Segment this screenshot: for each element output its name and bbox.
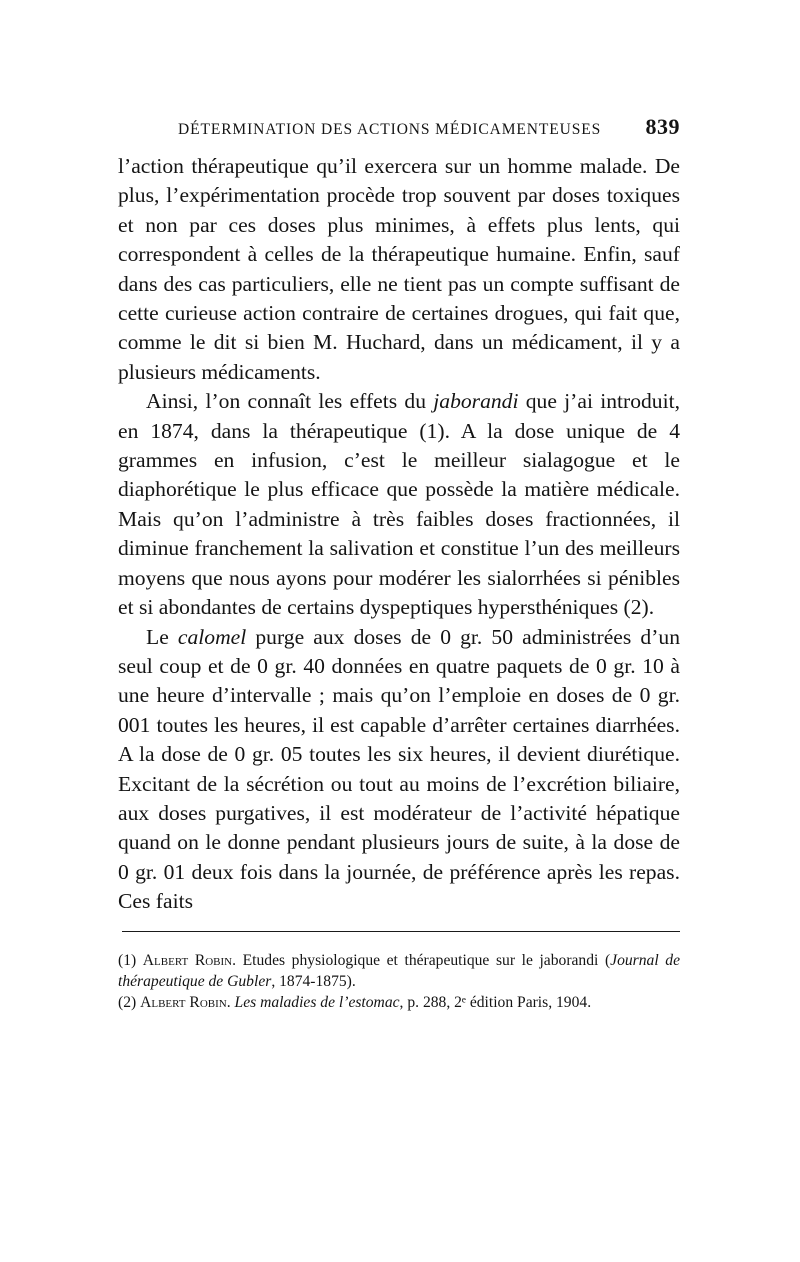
page-number: 839 [645,114,680,139]
paragraph-3-before: Le [146,624,178,649]
paragraph-1 [118,152,680,387]
footnote-1-number: (1) [118,951,137,969]
footnote-1-italic: Journal de thérapeutique de Gubler [118,951,680,990]
footnote-1 [118,950,680,992]
footnote-2-author: Albert Robin. [140,993,231,1011]
paragraph-2-italic: jaborandi [433,389,519,414]
running-title: DÉTERMINATION DES ACTIONS MÉDICAMENTEUSES [178,121,602,138]
paragraph-1-text: l’action thérapeutique qu’il exercera sur un homme malade. De plus, l’expérimentation procède trop souvent par doses toxiques et non par ces doses plus minimes, à effets plus lents, qui correspondent à celles de la thérapeutique humaine. Enfin, sauf dans des cas particuliers, elle ne tient pas un compte suffisant de cette curieuse action contraire de certaines drogues, qui fait que, comme le dit si bien M. Huchard, dans un médicament, il y a plusieurs médicaments. [118,154,680,384]
footnote-2 [118,992,680,1013]
body-text [118,152,680,917]
book-page [118,114,680,1013]
footnote-1-text-before: Etudes physiologique et thérapeutique sur le jaborandi ( [236,951,611,969]
footnote-2-number: (2) [118,993,137,1011]
footnote-2-text-after: , p. 288, 2ᵉ édition Paris, 1904. [399,993,592,1011]
paragraph-2-before: Ainsi, l’on connaît les effets du [146,389,434,414]
footnote-1-text-after: , 1874-1875). [271,972,356,990]
footnote-separator-long [122,931,680,932]
paragraph-3-italic: calomel [177,624,247,649]
paragraph-3-after: purge aux doses de 0 gr. 50 administrées d’un seul coup et de 0 gr. 40 données en quatre paquets de 0 gr. 10 à une heure d’intervalle ; mais qu’on l’emploie en doses de 0 gr. 001 toutes les heures, il est capable d’arrêter certaines diarrhées. A la dose de 0 gr. 05 toutes les six heures, il devient diurétique. Excitant de la sécrétion ou tout au moins de l’excrétion biliaire, aux doses purgatives, il est modérateur de l’activité hépatique quand on le donne pendant plusieurs jours de suite, à la dose de 0 gr. 01 deux fois dans la journée, de préférence après les repas. Ces faits [118,624,680,914]
running-head [118,114,680,144]
paragraph-2 [118,387,680,622]
footnote-1-author: Albert Robin. [142,951,237,969]
paragraph-2-after: que j’ai introduit, en 1874, dans la thérapeutique (1). A la dose unique de 4 grammes en infusion, c’est le meilleur sialagogue et le diaphorétique le plus efficace que possède la matière médicale. Mais qu’on l’administre à très faibles doses fractionnées, il diminue franchement la salivation et constitue l’un des meilleurs moyens que nous ayons pour modérer les sialorrhées si pénibles et si abondantes de certains dyspeptiques hypersthéniques (2). [118,389,680,620]
footnote-2-italic: Les maladies de l’estomac [234,993,400,1011]
footnotes [118,950,680,1013]
paragraph-3 [118,623,680,917]
